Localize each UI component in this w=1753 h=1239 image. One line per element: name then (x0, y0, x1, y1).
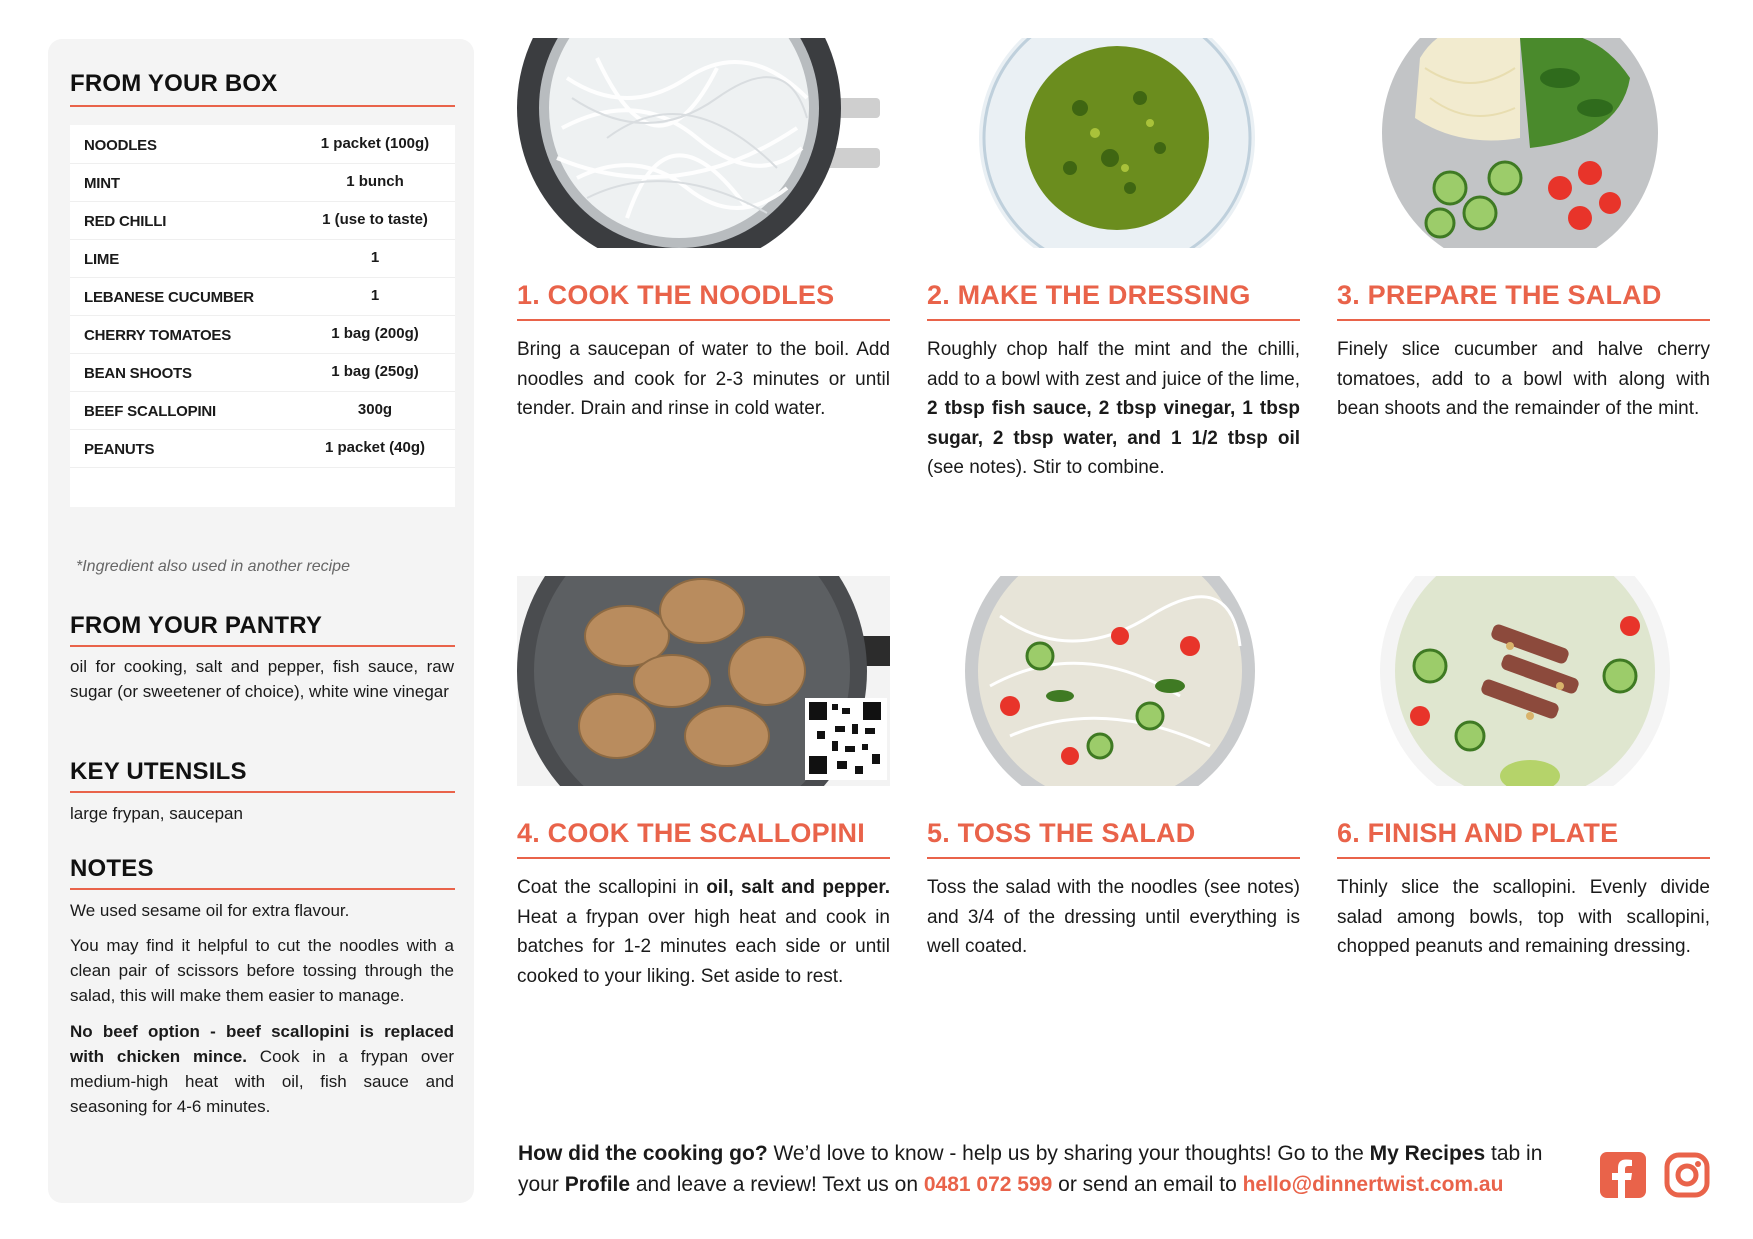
ingredients-table (70, 125, 455, 507)
utensils-heading-rule (70, 791, 455, 793)
utensils-heading: KEY UTENSILS (70, 758, 247, 785)
notes-paragraph: You may find it helpful to cut the noodles with a clean pair of scissors before tossing through the salad, this will make them easier to manage. (70, 936, 454, 1005)
step-4-text (517, 873, 890, 991)
step-text: Finely slice cucumber and halve cherry tomatoes, add to a bowl with along with bean shoots and the remainder of the mint. (1337, 339, 1710, 419)
ingredient-qty: 1 (370, 249, 380, 266)
ingredient-name: MINT (84, 175, 120, 192)
qr-code-icon (805, 698, 887, 780)
email-link[interactable]: hello@dinnertwist.com.au (1242, 1173, 1504, 1196)
my-recipes-label: My Recipes (1369, 1142, 1486, 1165)
step-1-photo (517, 38, 880, 248)
step-3-rule (1337, 319, 1710, 321)
step-text: Heat a frypan over high heat and cook in batches for 1-2 minutes each side or until cooked to your liking. Set aside to rest. (517, 906, 890, 987)
phone-link[interactable]: 0481 072 599 (923, 1173, 1053, 1196)
pantry-heading: FROM YOUR PANTRY (70, 612, 323, 639)
step-4-photo (517, 576, 890, 786)
step-5-text (927, 873, 1300, 962)
step-3-text (1337, 335, 1710, 424)
step-1-title: 1. COOK THE NOODLES (517, 280, 835, 310)
step-3-title: 3. PREPARE THE SALAD (1337, 280, 1662, 310)
ingredient-qty: 1 (use to taste) (322, 211, 428, 228)
step-2-photo (920, 38, 1293, 248)
notes-heading: NOTES (70, 855, 154, 882)
step-bold-text: 2 tbsp fish sauce, 2 tbsp vinegar, 1 tbsp sugar, 2 tbsp water, and 1 1/2 tbsp oil (927, 398, 1300, 449)
ingredient-qty: 1 packet (40g) (324, 439, 426, 456)
ingredient-name: BEEF SCALLOPINI (84, 403, 217, 420)
ingredient-row (70, 429, 455, 468)
notes-bold-text: No beef option - beef scallopini is replaced with chicken mince. (70, 1022, 454, 1066)
step-1-text (517, 335, 890, 424)
step-2-rule (927, 319, 1300, 321)
ingredient-qty: 1 bag (200g) (331, 325, 419, 342)
facebook-icon[interactable] (1600, 1152, 1646, 1203)
notes-text: Cook in a frypan over medium-high heat with oil, fish sauce and seasoning for 4-6 minutes. (70, 1047, 454, 1116)
ingredient-name: LEBANESE CUCUMBER (84, 289, 254, 306)
ingredient-qty: 1 (370, 287, 380, 304)
step-6-photo (1330, 576, 1703, 786)
ingredient-name: PEANUTS (84, 441, 155, 458)
ingredient-qty: 1 bag (250g) (331, 363, 419, 380)
step-5-rule (927, 857, 1300, 859)
ingredients-panel (48, 39, 474, 1203)
utensils-text: large frypan, saucepan (70, 804, 243, 823)
footer-text: tab in your (518, 1142, 1543, 1196)
step-bold-text: oil, salt and pepper. (706, 877, 890, 898)
step-6-text (1337, 873, 1710, 962)
ingredient-row (70, 239, 455, 278)
step-5-photo (920, 576, 1293, 786)
step-5-title: 5. TOSS THE SALAD (927, 818, 1196, 848)
pantry-heading-rule (70, 645, 455, 647)
ingredient-footnote: *Ingredient also used in another recipe (76, 558, 350, 575)
profile-label: Profile (564, 1173, 631, 1196)
pantry-text: oil for cooking, salt and pepper, fish sauce, raw sugar (or sweetener of choice), white wine vinegar (70, 657, 454, 701)
ingredient-row (70, 391, 455, 430)
notes-paragraph: We used sesame oil for extra flavour. (70, 901, 350, 920)
step-4-rule (517, 857, 890, 859)
step-6-title: 6. FINISH AND PLATE (1337, 818, 1619, 848)
ingredient-name: LIME (84, 251, 120, 268)
step-text: Thinly slice the scallopini. Evenly divide salad among bowls, top with scallopini, chopped peanuts and remaining dressing. (1337, 877, 1710, 957)
box-heading-rule (70, 105, 455, 107)
ingredient-row (70, 163, 455, 202)
footer-text: and leave a review! Text us on (630, 1173, 924, 1196)
step-2-title: 2. MAKE THE DRESSING (927, 280, 1251, 310)
instagram-icon[interactable] (1664, 1152, 1710, 1203)
ingredient-name: CHERRY TOMATOES (84, 327, 232, 344)
ingredient-row (70, 353, 455, 392)
ingredient-row (70, 125, 455, 164)
feedback-footer (518, 1138, 1578, 1200)
step-text: (see notes). Stir to combine. (927, 457, 1165, 478)
notes-heading-rule (70, 888, 455, 890)
step-text: Toss the salad with the noodles (see notes) and 3/4 of the dressing until everything is well coated. (927, 877, 1300, 957)
ingredient-name: NOODLES (84, 137, 157, 154)
step-text: Bring a saucepan of water to the boil. Add noodles and cook for 2-3 minutes or until tender. Drain and rinse in cold water. (517, 339, 890, 419)
step-3-photo (1330, 38, 1703, 248)
ingredient-name: BEAN SHOOTS (84, 365, 192, 382)
ingredient-row (70, 315, 455, 354)
footer-text: or send an email to (1052, 1173, 1243, 1196)
ingredient-qty: 1 packet (100g) (320, 135, 430, 152)
ingredient-name: RED CHILLI (84, 213, 167, 230)
ingredient-qty: 300g (357, 401, 393, 418)
step-text: Roughly chop half the mint and the chilli, add to a bowl with zest and juice of the lime, (927, 339, 1300, 390)
box-heading: FROM YOUR BOX (70, 70, 278, 97)
footer-text: We’d love to know - help us by sharing your thoughts! Go to the (767, 1142, 1370, 1165)
notes-paragraph (70, 1019, 454, 1119)
step-1-rule (517, 319, 890, 321)
ingredient-qty: 1 bunch (346, 173, 404, 190)
ingredient-row (70, 277, 455, 316)
feedback-question: How did the cooking go? (518, 1142, 768, 1165)
ingredient-row (70, 201, 455, 240)
step-text: Coat the scallopini in (517, 877, 707, 898)
step-2-text (927, 335, 1300, 483)
step-6-rule (1337, 857, 1710, 859)
step-4-title: 4. COOK THE SCALLOPINI (517, 818, 865, 848)
